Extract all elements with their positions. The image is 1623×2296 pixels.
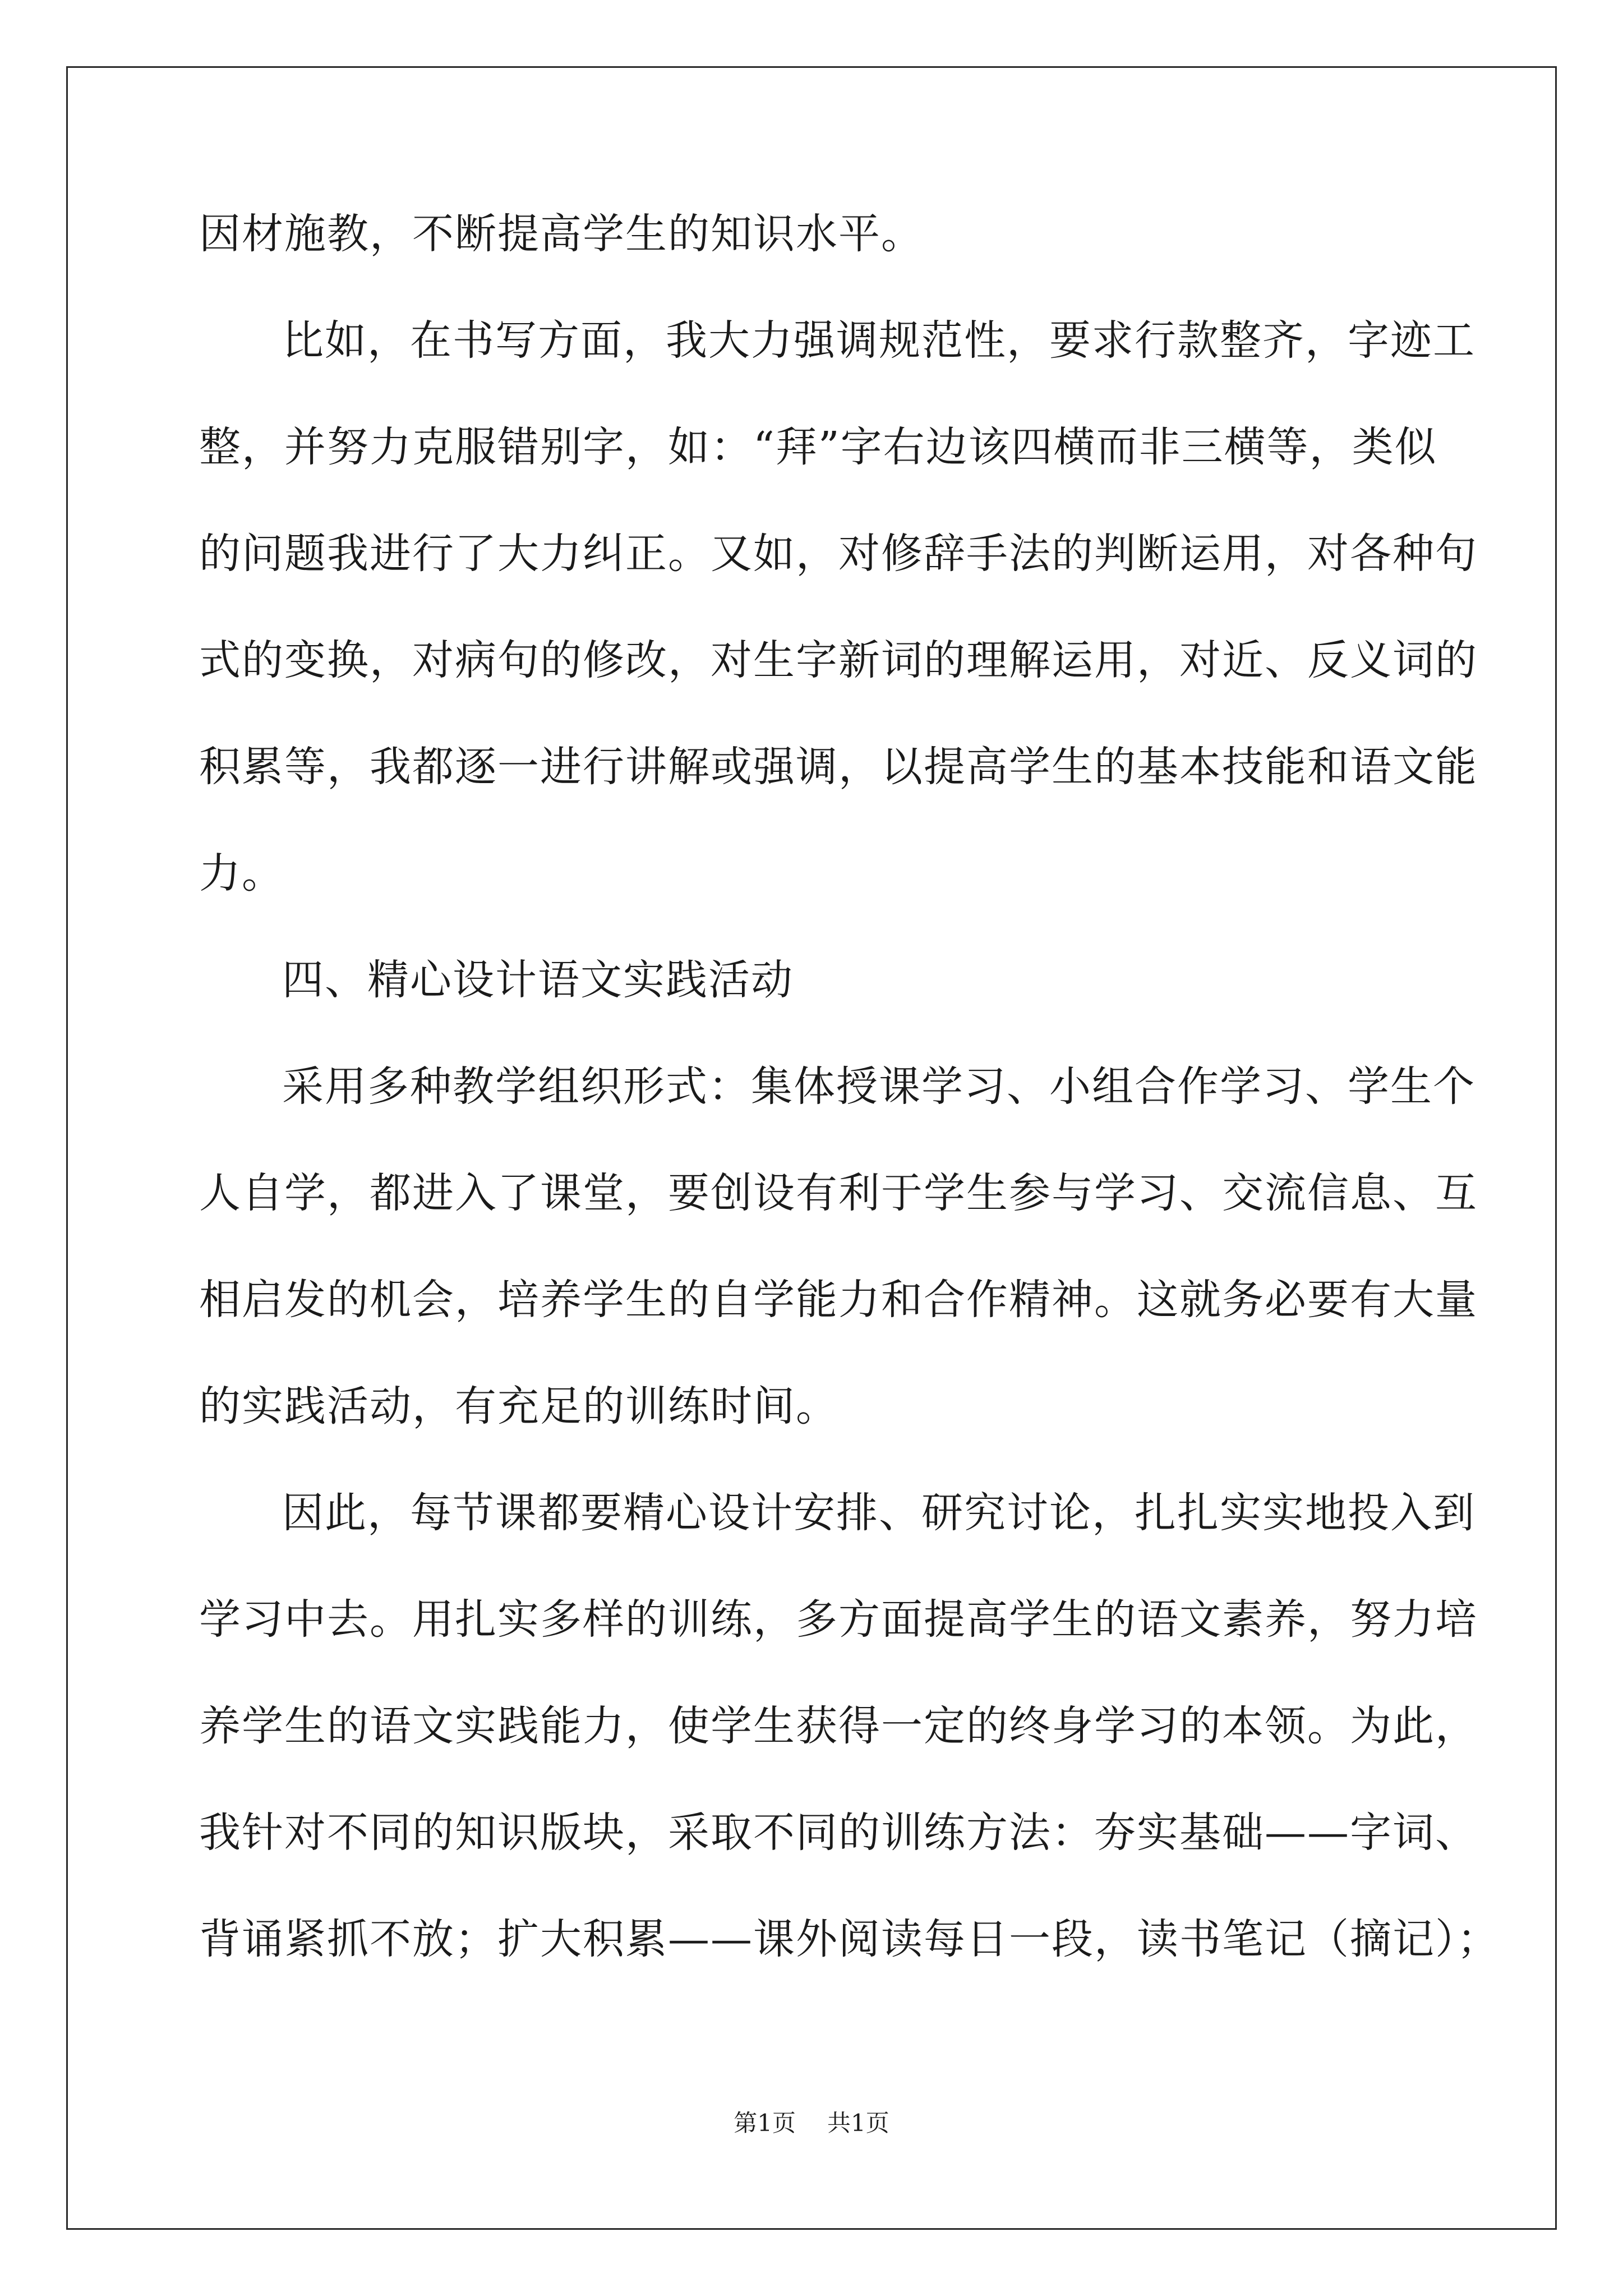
text-line: 因材施教，不断提高学生的知识水平。 (199, 210, 924, 258)
text-line: 养学生的语文实践能力，使学生获得一定的终身学习的本领。为此， (199, 1702, 1478, 1750)
section-heading: 四、精心设计语文实践活动 (282, 956, 794, 1004)
text-line: 我针对不同的知识版块，采取不同的训练方法：夯实基础——字词、 (199, 1809, 1478, 1857)
page-footer (0, 2111, 1623, 2135)
text-line: 比如，在书写方面，我大力强调规范性，要求行款整齐，字迹工 (282, 316, 1476, 365)
text-line: 人自学，都进入了课堂，要创设有利于学生参与学习、交流信息、互 (199, 1169, 1478, 1217)
text-line: 积累等，我都逐一进行讲解或强调，以提高学生的基本技能和语文能 (199, 743, 1478, 791)
page-number: 第1页 (734, 2109, 796, 2137)
text-line: 的问题我进行了大力纠正。又如，对修辞手法的判断运用，对各种句 (199, 530, 1478, 578)
text-line: 式的变换，对病句的修改，对生字新词的理解运用，对近、反义词的 (199, 636, 1478, 684)
document-body (199, 210, 1500, 2025)
text-line: 相启发的机会，培养学生的自学能力和合作精神。这就务必要有大量 (199, 1276, 1478, 1324)
text-line: 力。 (199, 849, 284, 898)
page-total: 共1页 (827, 2109, 889, 2137)
text-line: 背诵紧抓不放；扩大积累——课外阅读每日一段，读书笔记（摘记）； (199, 1915, 1500, 1963)
text-line: 因此，每节课都要精心设计安排、研究讨论，扎扎实实地投入到 (282, 1489, 1476, 1537)
text-line: 的实践活动，有充足的训练时间。 (199, 1382, 838, 1430)
text-line: 整，并努力克服错别字，如：“拜”字右边该四横而非三横等，类似 (199, 423, 1437, 471)
text-line: 学习中去。用扎实多样的训练，多方面提高学生的语文素养，努力培 (199, 1595, 1478, 1644)
text-line: 采用多种教学组织形式：集体授课学习、小组合作学习、学生个 (282, 1062, 1476, 1111)
